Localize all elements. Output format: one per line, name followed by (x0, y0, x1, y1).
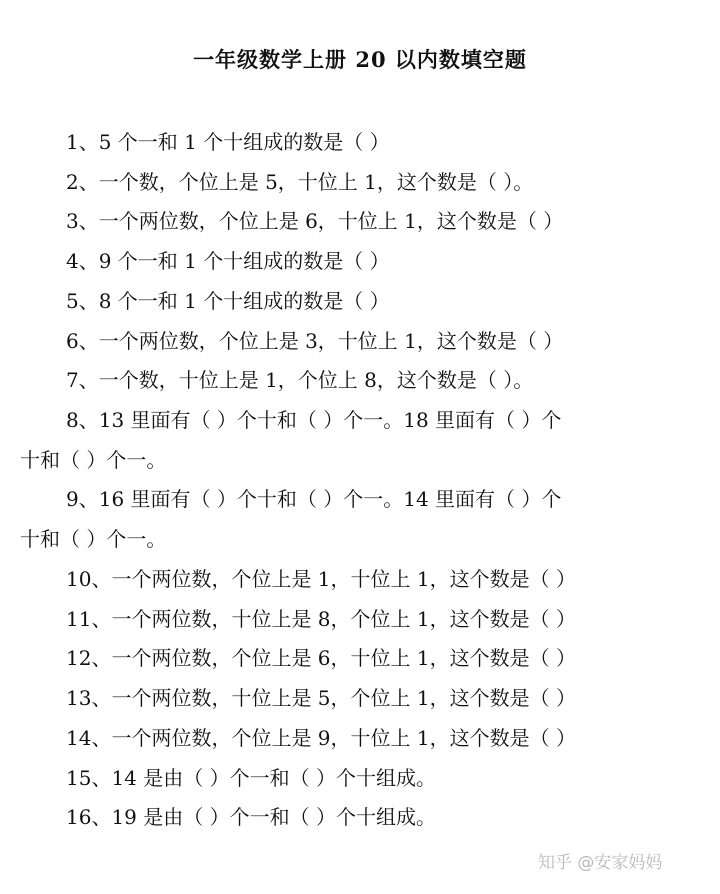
question-4: 4、9 个一和 1 个十组成的数是（ ） (66, 249, 390, 273)
question-5: 5、8 个一和 1 个十组成的数是（ ） (66, 289, 390, 313)
question-12: 12、一个两位数，个位上是 6，十位上 1，这个数是（ ） (66, 646, 576, 670)
page-title: 一年级数学上册 20 以内数填空题 (193, 47, 527, 72)
question-9: 9、16 里面有（ ）个十和（ ）个一。14 里面有（ ）个 (66, 487, 562, 511)
question-1: 1、5 个一和 1 个十组成的数是（ ） (66, 130, 390, 154)
question-8-continued: 十和（ ）个一。 (20, 448, 167, 472)
question-15: 15、14 是由（ ）个一和（ ）个十组成。 (66, 766, 436, 790)
question-16: 16、19 是由（ ）个一和（ ）个十组成。 (66, 805, 436, 829)
question-8: 8、13 里面有（ ）个十和（ ）个一。18 里面有（ ）个 (66, 408, 562, 432)
question-6: 6、一个两位数，个位上是 3，十位上 1，这个数是（ ） (66, 329, 564, 353)
question-7: 7、一个数，十位上是 1，个位上 8，这个数是（ ）。 (66, 368, 534, 392)
question-11: 11、一个两位数，十位上是 8，个位上 1，这个数是（ ） (66, 607, 576, 631)
question-10: 10、一个两位数，个位上是 1，十位上 1，这个数是（ ） (66, 567, 576, 591)
question-3: 3、一个两位数，个位上是 6，十位上 1，这个数是（ ） (66, 209, 564, 233)
question-2: 2、一个数，个位上是 5，十位上 1，这个数是（ ）。 (66, 170, 534, 194)
watermark: 知乎 @安家妈妈 (538, 853, 663, 873)
question-13: 13、一个两位数，十位上是 5，个位上 1，这个数是（ ） (66, 686, 576, 710)
question-9-continued: 十和（ ）个一。 (20, 527, 167, 551)
question-14: 14、一个两位数，个位上是 9，十位上 1，这个数是（ ） (66, 726, 576, 750)
